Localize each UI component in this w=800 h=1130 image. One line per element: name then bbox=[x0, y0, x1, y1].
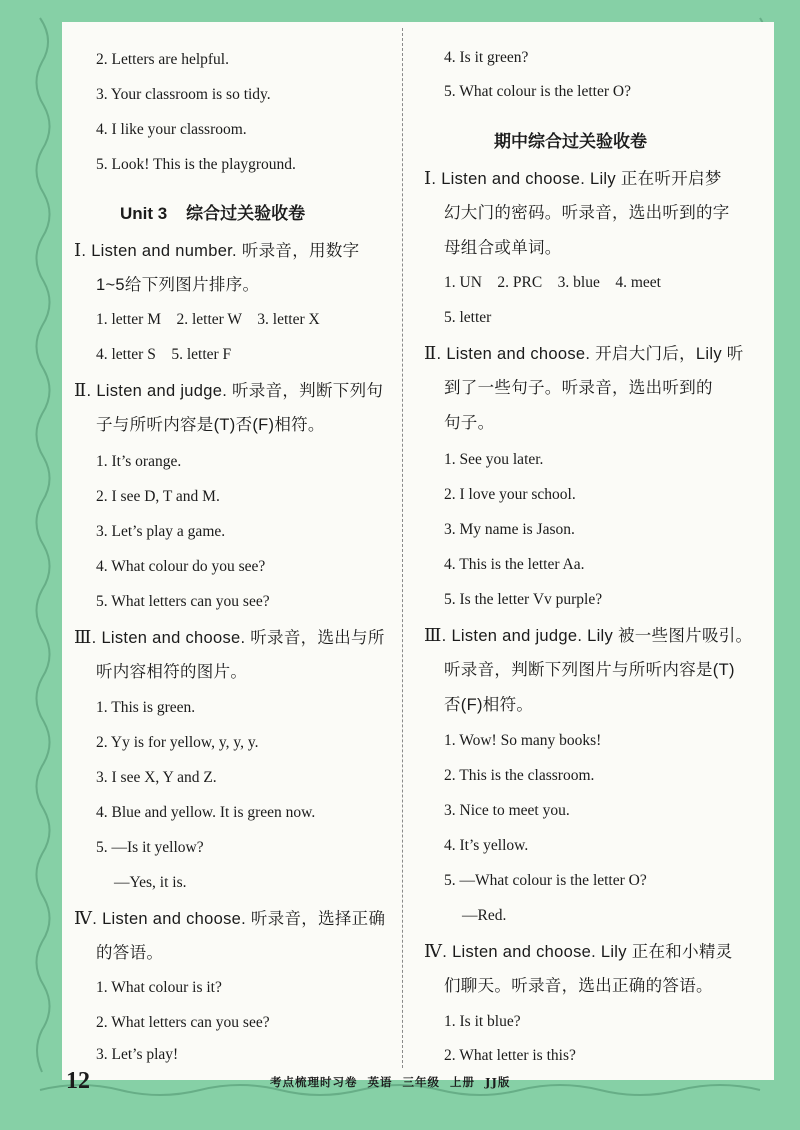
section-numeral: Ⅳ bbox=[74, 908, 93, 928]
list-item: 3. Let’s play a game. bbox=[96, 523, 226, 540]
list-item: 2. This is the classroom. bbox=[444, 767, 595, 784]
list-item: 5. —What colour is the letter O? bbox=[444, 872, 647, 889]
section-numeral: Ⅲ bbox=[424, 625, 442, 645]
section-heading-line: 听内容相符的图片。 bbox=[96, 663, 248, 681]
list-item: 3. Nice to meet you. bbox=[444, 802, 570, 819]
section-heading-line: 到了一些句子。听录音，选出听到的 bbox=[444, 379, 713, 397]
list-item: 5. Is the letter Vv purple? bbox=[444, 591, 603, 608]
section-heading-line: 们聊天。听录音，选出正确的答语。 bbox=[444, 977, 713, 995]
list-item: 1. Wow! So many books! bbox=[444, 732, 602, 749]
list-item: 1. See you later. bbox=[444, 451, 544, 468]
section-heading-line: 幻大门的密码。听录音，选出听到的字 bbox=[444, 204, 730, 222]
list-item: 4. I like your classroom. bbox=[96, 121, 247, 138]
list-item: 2. Letters are helpful. bbox=[96, 51, 229, 68]
section-heading-line: 的答语。 bbox=[96, 944, 164, 962]
list-item: 3. Let’s play! bbox=[96, 1046, 179, 1063]
list-item: —Red. bbox=[462, 907, 507, 924]
list-item: 2. I see D, T and M. bbox=[96, 488, 220, 505]
list-item: 1. letter M 2. letter W 3. letter X bbox=[96, 311, 320, 328]
section-heading: Ⅲ. Listen and judge. Lily 被一些图片吸引。 bbox=[424, 625, 753, 645]
list-item: 3. I see X, Y and Z. bbox=[96, 769, 217, 786]
list-item: 5. letter bbox=[444, 309, 492, 326]
list-item: 4. letter S 5. letter F bbox=[96, 346, 232, 363]
section-heading-line: 句子。 bbox=[444, 414, 495, 432]
section-heading-line: 子与所听内容是(T)否(F)相符。 bbox=[96, 416, 325, 434]
midterm-title: 期中综合过关验收卷 bbox=[494, 132, 647, 151]
section-numeral: Ⅰ bbox=[74, 240, 82, 260]
section-heading-line: 否(F)相符。 bbox=[444, 696, 534, 714]
list-item: 5. Look! This is the playground. bbox=[96, 156, 296, 173]
section-heading: Ⅳ. Listen and choose. Lily 正在和小精灵 bbox=[424, 941, 733, 961]
list-item: 1. Is it blue? bbox=[444, 1013, 521, 1030]
section-numeral: Ⅰ bbox=[424, 168, 432, 188]
section-numeral: Ⅳ bbox=[424, 941, 443, 961]
list-item: 5. What letters can you see? bbox=[96, 593, 270, 610]
list-item: 1. UN 2. PRC 3. blue 4. meet bbox=[444, 274, 661, 291]
list-item: 4. It’s yellow. bbox=[444, 837, 529, 854]
list-item: 2. What letters can you see? bbox=[96, 1014, 270, 1031]
section-heading-line: 听录音，判断下列图片与所听内容是(T) bbox=[444, 661, 735, 679]
list-item: 2. I love your school. bbox=[444, 486, 576, 503]
list-item: 4. What colour do you see? bbox=[96, 558, 266, 575]
section-heading: Ⅳ. Listen and choose. 听录音，选择正确 bbox=[74, 908, 386, 928]
section-heading-line: 1~5给下列图片排序。 bbox=[96, 276, 260, 294]
section-heading: Ⅰ. Listen and number. 听录音，用数字 bbox=[74, 240, 360, 260]
section-heading: Ⅱ. Listen and judge. 听录音，判断下列句 bbox=[74, 380, 384, 400]
list-item: 4. Blue and yellow. It is green now. bbox=[96, 804, 316, 821]
section-heading: Ⅰ. Listen and choose. Lily 正在听开启梦 bbox=[424, 168, 722, 188]
list-item: 2. What letter is this? bbox=[444, 1047, 576, 1064]
column-divider bbox=[402, 28, 403, 1068]
list-item: 5. —Is it yellow? bbox=[96, 839, 204, 856]
section-heading: Ⅱ. Listen and choose. 开启大门后，Lily 听 bbox=[424, 343, 744, 363]
list-item: 1. This is green. bbox=[96, 699, 196, 716]
footer-text: 考点梳理时习卷 英语 三年级 上册 JJ版 bbox=[270, 1075, 511, 1089]
section-numeral: Ⅲ bbox=[74, 627, 92, 647]
list-item: —Yes, it is. bbox=[114, 874, 187, 891]
section-numeral: Ⅱ bbox=[74, 380, 87, 400]
list-item: 4. Is it green? bbox=[444, 49, 529, 66]
list-item: 2. Yy is for yellow, y, y, y. bbox=[96, 734, 259, 751]
list-item: 1. What colour is it? bbox=[96, 979, 222, 996]
list-item: 5. What colour is the letter O? bbox=[444, 83, 631, 100]
page-number: 12 bbox=[66, 1068, 90, 1094]
section-numeral: Ⅱ bbox=[424, 343, 437, 363]
list-item: 1. It’s orange. bbox=[96, 453, 182, 470]
list-item: 3. Your classroom is so tidy. bbox=[96, 86, 271, 103]
section-heading-line: 母组合或单词。 bbox=[444, 239, 562, 257]
list-item: 4. This is the letter Aa. bbox=[444, 556, 585, 573]
unit-title: Unit 3 综合过关验收卷 bbox=[120, 204, 306, 223]
section-heading: Ⅲ. Listen and choose. 听录音，选出与所 bbox=[74, 627, 385, 647]
list-item: 3. My name is Jason. bbox=[444, 521, 575, 538]
